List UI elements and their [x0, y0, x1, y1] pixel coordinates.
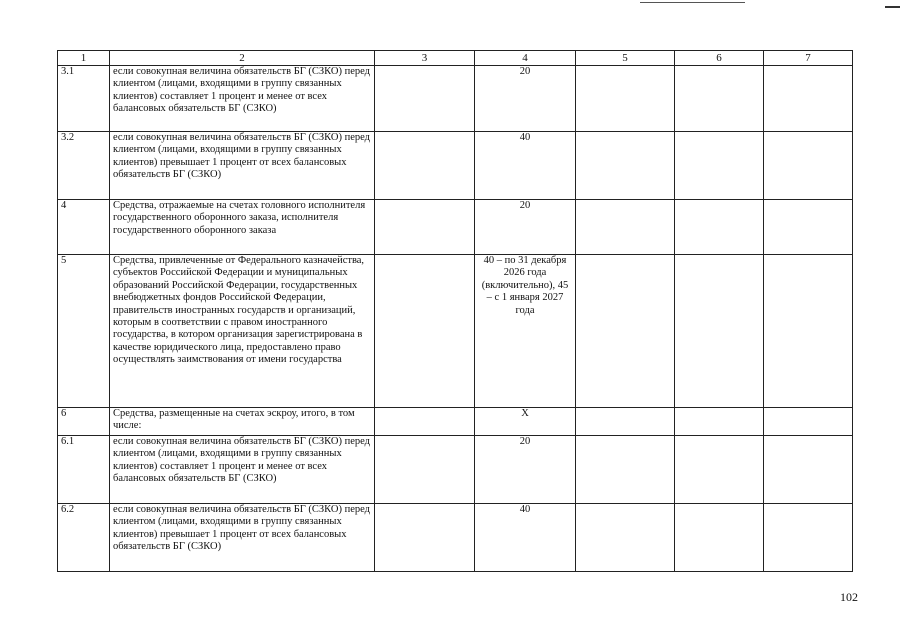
row-col6	[675, 66, 764, 132]
header-cell-1: 1	[58, 51, 110, 66]
row-col6	[675, 132, 764, 200]
row-col6	[675, 255, 764, 408]
top-rule	[640, 2, 745, 3]
table-row	[58, 255, 853, 408]
table-row	[58, 436, 853, 504]
header-cell-3: 3	[375, 51, 475, 66]
header-cell-2: 2	[110, 51, 375, 66]
row-number: 3.1	[58, 66, 110, 132]
table-row	[58, 408, 853, 436]
row-col6	[675, 504, 764, 572]
row-number: 3.2	[58, 132, 110, 200]
row-description: Средства, отражаемые на счетах головного исполнителя государственного оборонного заказа, исполнителя государственного оборонного заказа	[110, 200, 375, 255]
header-cell-4: 4	[475, 51, 576, 66]
top-dash	[885, 6, 900, 8]
row-number: 5	[58, 255, 110, 408]
header-cell-7: 7	[764, 51, 853, 66]
row-col4-value: 20	[475, 200, 576, 255]
row-number: 6.1	[58, 436, 110, 504]
table-row	[58, 66, 853, 132]
row-col5	[576, 66, 675, 132]
header-row	[58, 51, 853, 66]
row-col5	[576, 436, 675, 504]
row-col6	[675, 436, 764, 504]
row-number: 6	[58, 408, 110, 436]
row-description: Средства, размещенные на счетах эскроу, итого, в том числе:	[110, 408, 375, 436]
row-col5	[576, 200, 675, 255]
table-row	[58, 504, 853, 572]
row-col7	[764, 504, 853, 572]
row-description: если совокупная величина обязательств БГ (СЗКО) перед клиентом (лицами, входящими в группу связанных клиентов) составляет 1 процент и менее от всех балансовых обязательств БГ (СЗКО)	[110, 436, 375, 504]
row-col5	[576, 504, 675, 572]
row-col3	[375, 255, 475, 408]
row-col4-value: 40 – по 31 декабря 2026 года (включительно), 45 – с 1 января 2027 года	[475, 255, 576, 408]
row-description: если совокупная величина обязательств БГ (СЗКО) перед клиентом (лицами, входящими в группу связанных клиентов) превышает 1 процент от всех балансовых обязательств БГ (СЗКО)	[110, 504, 375, 572]
row-col7	[764, 200, 853, 255]
row-col7	[764, 255, 853, 408]
row-col4-value: 20	[475, 66, 576, 132]
row-description: если совокупная величина обязательств БГ (СЗКО) перед клиентом (лицами, входящими в группу связанных клиентов) превышает 1 процент от всех балансовых обязательств БГ (СЗКО)	[110, 132, 375, 200]
row-col7	[764, 66, 853, 132]
row-col3	[375, 200, 475, 255]
row-col3	[375, 66, 475, 132]
table-row	[58, 132, 853, 200]
row-col6	[675, 408, 764, 436]
header-cell-5: 5	[576, 51, 675, 66]
table-row	[58, 200, 853, 255]
row-col3	[375, 408, 475, 436]
row-col4-value: X	[475, 408, 576, 436]
row-col6	[675, 200, 764, 255]
row-col5	[576, 408, 675, 436]
row-description: Средства, привлеченные от Федерального казначейства, субъектов Российской Федерации и муниципальных образований Российской Федерации, государственных внебюджетных фондов Российской Федерации, правительств иностранных государств и организаций, которым в соответствии с правом иностранного государства, в котором организация зарегистрирована в качестве юридического лица, предоставлено право осуществлять заимствования от имени государства	[110, 255, 375, 408]
row-col4-value: 40	[475, 132, 576, 200]
row-col4-value: 40	[475, 504, 576, 572]
header-cell-6: 6	[675, 51, 764, 66]
page-number: 102	[840, 590, 858, 604]
row-col4-value: 20	[475, 436, 576, 504]
requirements-table	[57, 50, 853, 572]
row-number: 6.2	[58, 504, 110, 572]
row-col3	[375, 504, 475, 572]
row-description: если совокупная величина обязательств БГ (СЗКО) перед клиентом (лицами, входящими в группу связанных клиентов) составляет 1 процент и менее от всех балансовых обязательств БГ (СЗКО)	[110, 66, 375, 132]
row-col3	[375, 132, 475, 200]
row-col3	[375, 436, 475, 504]
row-col5	[576, 255, 675, 408]
row-col5	[576, 132, 675, 200]
row-col7	[764, 408, 853, 436]
row-col7	[764, 436, 853, 504]
row-col7	[764, 132, 853, 200]
row-number: 4	[58, 200, 110, 255]
